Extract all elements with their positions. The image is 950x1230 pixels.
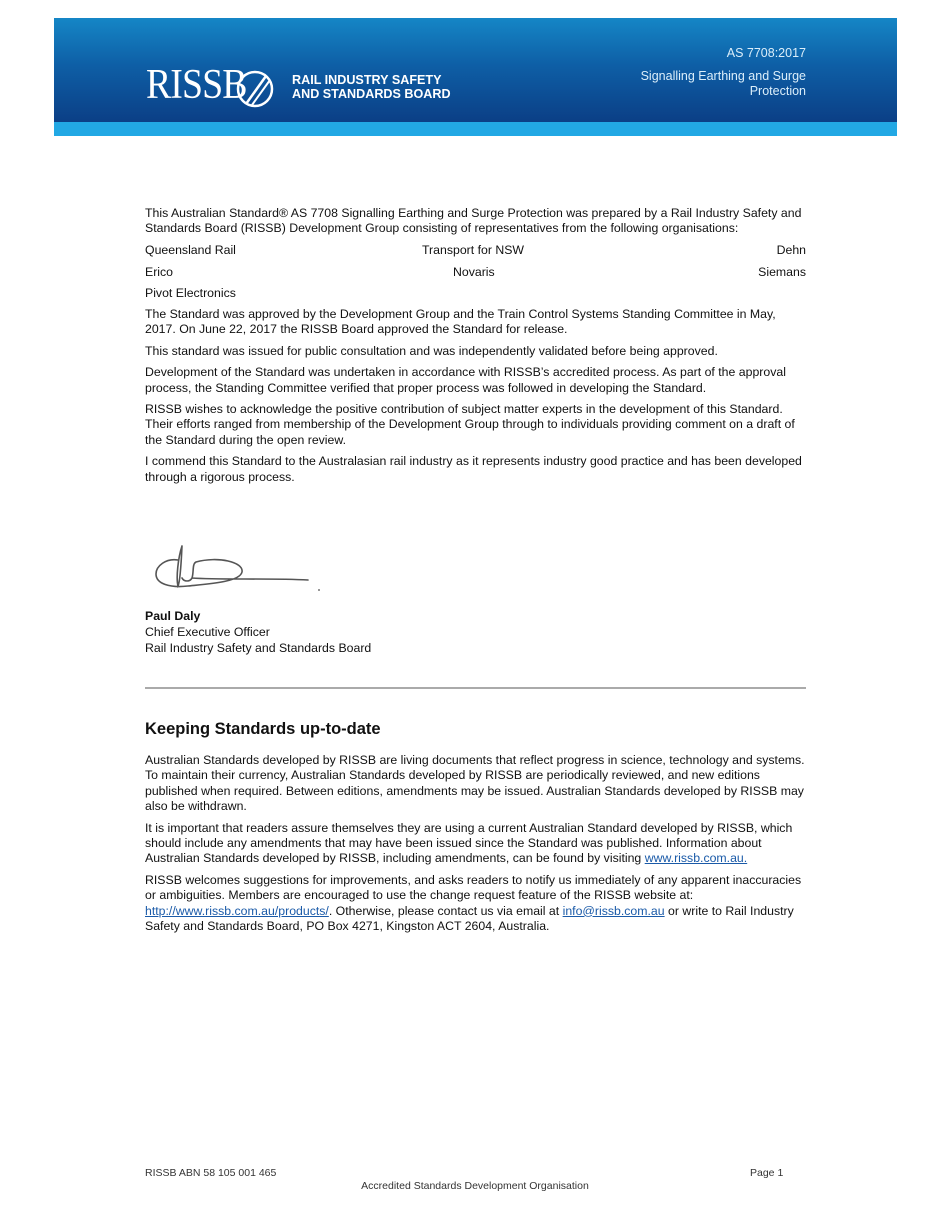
signer-role: Chief Executive Officer (145, 625, 270, 639)
signature-image (148, 538, 328, 600)
org-row (145, 265, 806, 280)
keeping-standards-heading: Keeping Standards up-to-date (145, 720, 381, 738)
signer-org: Rail Industry Safety and Standards Board (145, 641, 372, 655)
paragraph: RISSB wishes to acknowledge the positive contribution of subject matter experts in the development of this Standard. Their efforts ranged from membership of the Development Group through to individuals providing comment on a draft of the Standard during the open review. (145, 402, 795, 447)
organisations-list (145, 243, 806, 301)
org-item: Siemans (758, 265, 806, 279)
products-link[interactable]: http://www.rissb.com.au/products/ (145, 903, 329, 918)
rissb-logo-wordmark: RISSB (146, 62, 247, 108)
org-item: Pivot Electronics (145, 286, 236, 300)
paragraph: Australian Standards developed by RISSB are living documents that reflect progress in science, technology and systems. To maintain their currency, Australian Standards developed by RISSB are periodically reviewed, and new editions published when required. Between editions, amendments may be issued. Australian Standards developed by RISSB may also be withdrawn. (145, 753, 805, 814)
org-item: Transport for NSW (422, 243, 525, 257)
email-link[interactable]: info@rissb.com.au (562, 903, 665, 918)
intro-paragraph: This Australian Standard® AS 7708 Signalling Earthing and Surge Protection was prepared by a Rail Industry Safety and Standards Board (RISSB) Development Group consisting of representatives from the following organisations: (145, 206, 802, 236)
page-number: Page 1 (750, 1167, 784, 1179)
paragraph: The Standard was approved by the Development Group and the Train Control Systems Standing Committee in May, 2017. On June 22, 2017 the RISSB Board approved the Standard for release. (145, 307, 776, 337)
paragraph: This standard was issued for public consultation and was independently validated before being approved. (145, 343, 718, 358)
org-item: Dehn (776, 243, 806, 257)
org-item: Queensland Rail (145, 243, 236, 257)
org-item: Erico (145, 265, 174, 279)
signer-block (145, 608, 371, 656)
org-item: Novaris (453, 265, 495, 279)
approval-text (145, 307, 806, 485)
footer-abn: RISSB ABN 58 105 001 465 (145, 1167, 277, 1179)
paragraph: It is important that readers assure themselves they are using a current Australian Standard developed by RISSB, which should include any amendments that may have been issued since the Standard was published. Information about Australian Standards developed by RISSB, including amendments, can be found by visiting www.rissb.com.au. (145, 820, 793, 866)
header-accent-strip (54, 122, 897, 136)
signer-name: Paul Daly (145, 609, 201, 623)
org-row (145, 243, 806, 258)
rissb-website-link[interactable]: www.rissb.com.au. (644, 851, 748, 866)
paragraph: Development of the Standard was undertaken in accordance with RISSB’s accredited process. As part of the approval process, the Standing Committee verified that proper process was followed in developing the Standard. (145, 365, 786, 395)
document-title: Signalling Earthing and Surge Protection (640, 69, 806, 98)
rissb-logo-icon (234, 68, 276, 110)
rissb-board-name: RAIL INDUSTRY SAFETY AND STANDARDS BOARD (292, 73, 451, 101)
document-code: AS 7708:2017 (726, 46, 806, 60)
org-row (145, 286, 806, 301)
keeping-standards-text (145, 753, 806, 934)
section-divider (145, 687, 806, 689)
footer-tagline: Accredited Standards Development Organisation (361, 1180, 589, 1192)
paragraph: RISSB welcomes suggestions for improvements, and asks readers to notify us immediately of any apparent inaccuracies or ambiguities. Members are encouraged to use the change request feature of the RISSB website at: http://www.rissb.com.au/products/. Otherwise, please contact us via email at info@rissb.com.au or write to Rail Industry Safety and Standards Board, PO Box 4271, Kingston ACT 2604, Australia. (145, 872, 802, 934)
paragraph: I commend this Standard to the Australasian rail industry as it represents industry good practice and has been developed through a rigorous process. (145, 454, 802, 484)
